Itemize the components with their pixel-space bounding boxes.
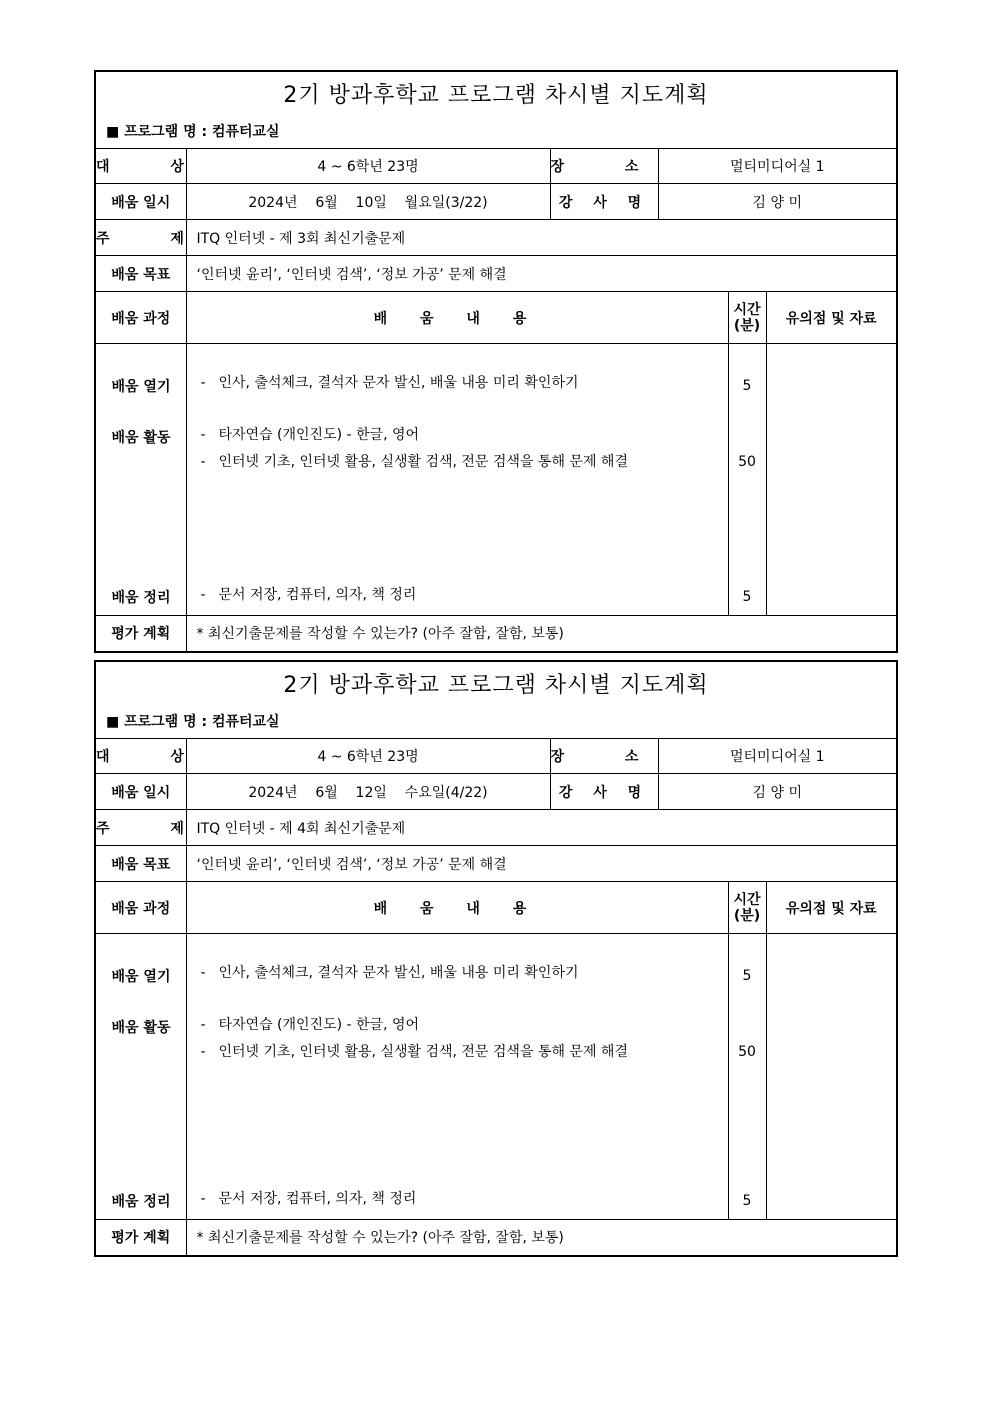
time-open: 5 (742, 378, 752, 394)
item-activity-typing: - 타자연습 (개인진도) - 한글, 영어 (200, 427, 420, 443)
plan-title: 2기 방과후학교 프로그램 차시별 지도계획 (283, 673, 709, 698)
time-close: 5 (742, 1193, 752, 1209)
stages-column (96, 934, 186, 1220)
time-header-line2: (분) (733, 907, 761, 924)
content-header: 배 움 내 용 (186, 292, 728, 344)
program-name: ■ 프로그램 명 : 컴퓨터교실 (106, 124, 280, 140)
notes-column (766, 344, 896, 616)
lesson-plan-2 (94, 660, 898, 1257)
target-value: 4 ~ 6학년 23명 (186, 149, 550, 184)
time-header-line1: 시간 (733, 301, 761, 318)
item-activity-internet: - 인터넷 기초, 인터넷 활용, 실생활 검색, 전문 검색을 통해 문제 해결 (200, 1044, 628, 1060)
program-name: ■ 프로그램 명 : 컴퓨터교실 (106, 714, 280, 730)
goal-label: 배움 목표 (96, 256, 186, 292)
time-activity: 50 (738, 454, 756, 470)
eval-label: 평가 계획 (96, 1220, 186, 1255)
time-activity: 50 (738, 1044, 756, 1060)
time-header-line2: (분) (733, 317, 761, 334)
topic-value: ITQ 인터넷 - 제 3회 최신기출문제 (186, 220, 896, 256)
plan-title: 2기 방과후학교 프로그램 차시별 지도계획 (283, 83, 709, 108)
notes-column (766, 934, 896, 1220)
stage-close: 배움 정리 (111, 1194, 171, 1210)
time-open: 5 (742, 968, 752, 984)
eval-label: 평가 계획 (96, 616, 186, 651)
notes-header: 유의점 및 자료 (766, 882, 896, 934)
eval-value: * 최신기출문제를 작성할 수 있는가? (아주 잘함, 잘함, 보통) (186, 1220, 896, 1255)
process-header: 배움 과정 (96, 292, 186, 344)
date-value: 2024년 6월 10일 월요일(3/22) (186, 184, 550, 220)
item-open: - 인사, 출석체크, 결석자 문자 발신, 배울 내용 미리 확인하기 (200, 375, 579, 391)
target-label: 대 상 (96, 739, 186, 774)
time-column (728, 344, 766, 616)
item-activity-internet: - 인터넷 기초, 인터넷 활용, 실생활 검색, 전문 검색을 통해 문제 해결 (200, 454, 628, 470)
process-header: 배움 과정 (96, 882, 186, 934)
stage-open: 배움 열기 (111, 379, 171, 395)
place-label: 장 소 (550, 149, 658, 184)
content-header: 배 움 내 용 (186, 882, 728, 934)
target-label: 대 상 (96, 149, 186, 184)
place-label: 장 소 (550, 739, 658, 774)
stage-activity: 배움 활동 (111, 430, 171, 446)
topic-value: ITQ 인터넷 - 제 4회 최신기출문제 (186, 810, 896, 846)
time-close: 5 (742, 589, 752, 605)
date-value: 2024년 6월 12일 수요일(4/22) (186, 774, 550, 810)
topic-label: 주 제 (96, 220, 186, 256)
goal-value: ‘인터넷 윤리’, ‘인터넷 검색’, ‘정보 가공’ 문제 해결 (186, 846, 896, 882)
place-value: 멀티미디어실 1 (658, 149, 896, 184)
teacher-value: 김 양 미 (658, 774, 896, 810)
date-label: 배움 일시 (96, 184, 186, 220)
topic-label: 주 제 (96, 810, 186, 846)
item-close: - 문서 저장, 컴퓨터, 의자, 책 정리 (200, 1191, 417, 1207)
time-column (728, 934, 766, 1220)
stages-column (96, 344, 186, 616)
date-label: 배움 일시 (96, 774, 186, 810)
teacher-label: 강 사 명 (550, 774, 658, 810)
content-column (186, 344, 728, 616)
item-activity-typing: - 타자연습 (개인진도) - 한글, 영어 (200, 1017, 420, 1033)
stage-close: 배움 정리 (111, 590, 171, 606)
stage-open: 배움 열기 (111, 969, 171, 985)
goal-label: 배움 목표 (96, 846, 186, 882)
stage-activity: 배움 활동 (111, 1020, 171, 1036)
goal-value: ‘인터넷 윤리’, ‘인터넷 검색’, ‘정보 가공’ 문제 해결 (186, 256, 896, 292)
time-header (728, 292, 766, 344)
target-value: 4 ~ 6학년 23명 (186, 739, 550, 774)
item-close: - 문서 저장, 컴퓨터, 의자, 책 정리 (200, 587, 417, 603)
teacher-value: 김 양 미 (658, 184, 896, 220)
place-value: 멀티미디어실 1 (658, 739, 896, 774)
content-column (186, 934, 728, 1220)
lesson-plan-1 (94, 70, 898, 653)
eval-value: * 최신기출문제를 작성할 수 있는가? (아주 잘함, 잘함, 보통) (186, 616, 896, 651)
time-header (728, 882, 766, 934)
time-header-line1: 시간 (733, 891, 761, 908)
item-open: - 인사, 출석체크, 결석자 문자 발신, 배울 내용 미리 확인하기 (200, 965, 579, 981)
teacher-label: 강 사 명 (550, 184, 658, 220)
notes-header: 유의점 및 자료 (766, 292, 896, 344)
